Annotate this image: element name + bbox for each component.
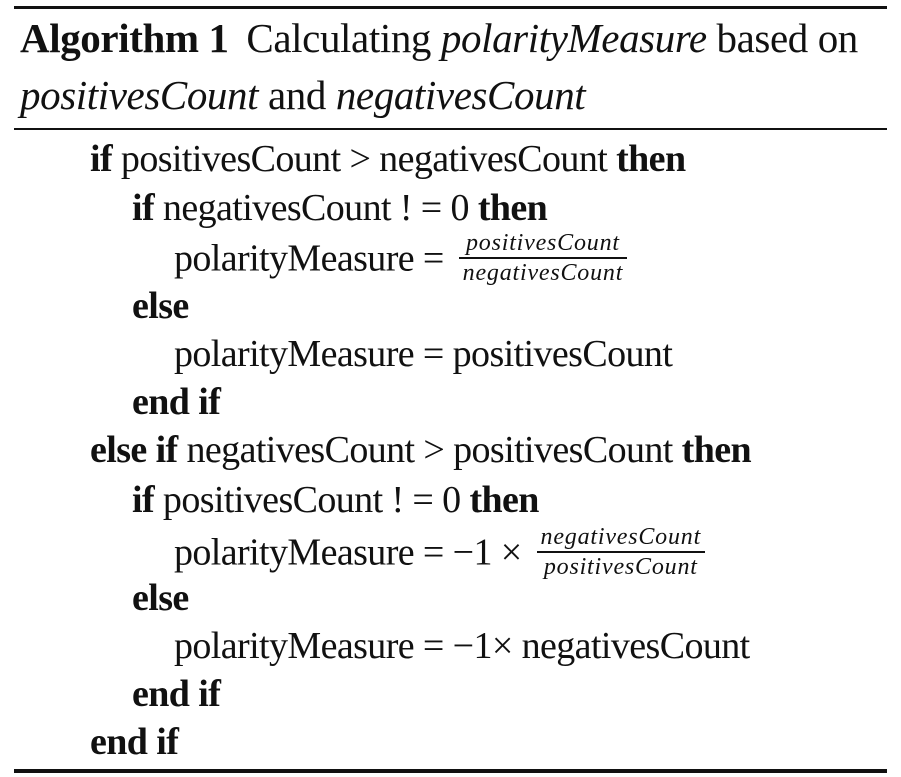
kw-else-if: else if: [90, 429, 178, 471]
condition: positivesCount ! = 0: [162, 479, 461, 521]
caption-text: and: [258, 72, 336, 118]
kw-if: if: [132, 479, 155, 521]
kw-then: then: [616, 138, 686, 180]
algorithm-label: Algorithm 1: [20, 15, 229, 61]
algo-line-1: [90, 137, 685, 181]
bottom-rule: [14, 769, 887, 773]
caption-text: Calculating: [246, 15, 441, 61]
algo-line-2: [132, 186, 547, 230]
caption-var-negatives: negativesCount: [335, 72, 586, 118]
algo-line-11: [174, 624, 750, 668]
algo-line-4: [132, 284, 189, 328]
kw-end-if: end if: [132, 673, 221, 715]
algo-line-8: [132, 478, 539, 522]
fraction-denominator: negativesCount: [462, 260, 624, 286]
condition: negativesCount ! = 0: [162, 187, 469, 229]
kw-end-if: end if: [132, 381, 221, 423]
algo-line-6: [132, 380, 220, 424]
fraction-numerator: positivesCount: [459, 230, 628, 259]
assignment: polarityMeasure = positivesCount: [174, 333, 673, 375]
condition: negativesCount > positivesCount: [186, 429, 673, 471]
kw-end-if: end if: [90, 721, 179, 763]
algo-line-13: [90, 720, 178, 764]
algo-line-7: [90, 428, 751, 472]
algorithm-caption: [20, 10, 900, 124]
caption-var-polarity: polarityMeasure: [440, 15, 707, 61]
kw-if: if: [132, 187, 155, 229]
kw-then: then: [477, 187, 548, 229]
fraction: [459, 230, 628, 286]
fraction-numerator: negativesCount: [537, 524, 706, 553]
caption-rule: [14, 128, 887, 130]
kw-then: then: [469, 479, 539, 521]
assignment-lhs: polarityMeasure =: [174, 237, 444, 280]
caption-var-positives: positivesCount: [20, 72, 259, 118]
fraction: [537, 524, 706, 580]
kw-else: else: [132, 285, 189, 327]
kw-else: else: [132, 577, 189, 619]
algo-line-12: [132, 672, 220, 716]
caption-text: based on: [706, 15, 858, 61]
assignment-lhs: polarityMeasure = −1 ×: [174, 531, 522, 574]
kw-then: then: [681, 429, 752, 471]
algo-line-5: [174, 332, 672, 376]
top-rule: [14, 6, 887, 9]
algo-line-9: [174, 524, 705, 584]
kw-if: if: [90, 138, 113, 180]
fraction-denominator: positivesCount: [543, 554, 698, 580]
condition: positivesCount > negativesCount: [120, 138, 608, 180]
algo-line-3: [174, 230, 627, 290]
assignment: polarityMeasure = −1× negativesCount: [174, 625, 750, 667]
algo-line-10: [132, 576, 189, 620]
